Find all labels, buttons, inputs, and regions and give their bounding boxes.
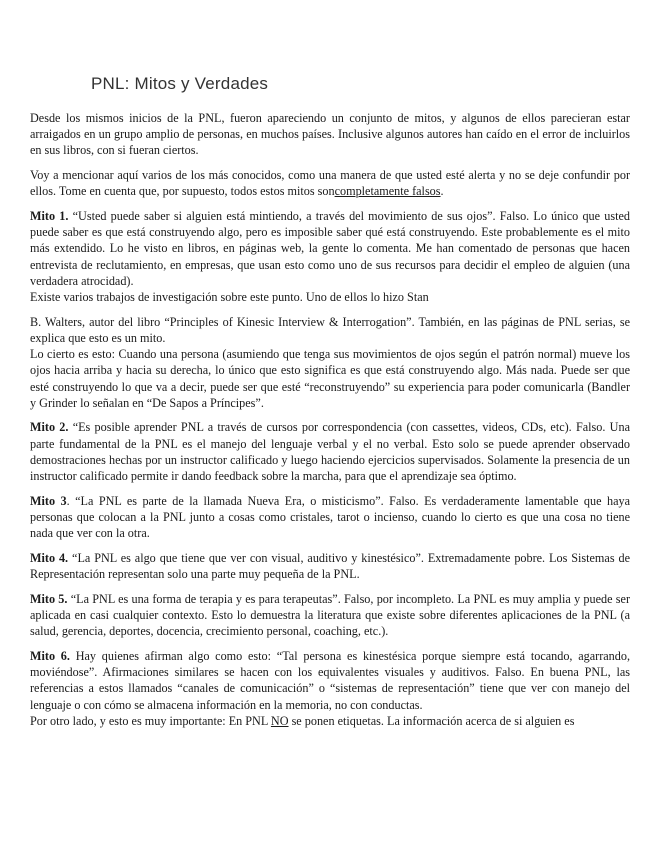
mito-1-cont-text-2: Lo cierto es esto: Cuando una persona (asumiendo que tenga sus movimientos de ojos según el patrón normal) mueve los ojos hacia arriba y hacia su derecha, lo único que esto significa es que está construyendo algo. Más nada. Puede ser que esté construyendo lo que va a decir, puede ser que esté “reconstruyendo” su experiencia para poder comunicarla (Bandler y Grinder lo señalan en “De Sapos a Príncipes”. [30,347,630,410]
mito-6-text-2: Por otro lado, y esto es muy importante: En PNL [30,713,271,728]
intro-2-text: Voy a mencionar aquí varios de los más conocidos, como una manera de que usted esté alerta y no se deje confundir por ellos. Tome en cuenta que, por supuesto, todos estos mitos son [30,168,630,199]
mito-6-label: Mito 6. [30,648,70,663]
mito-2-paragraph [30,419,630,484]
mito-3-label: Mito 3 [30,493,67,508]
mito-1-text: “Usted puede saber si alguien está mintiendo, a través del movimiento de sus ojos”. Falso. Lo único que usted puede saber es que está construyendo algo, pero es imposible saber qué está construyendo. Este probablemente es el mito más extendido. Lo he visto en libros, en páginas web, la gente lo comenta. Me han comentado de personas que hacen entrevista de reclutamiento, en empresas, que usan esto como uno de sus recursos para decidir el empleo de alguien (una verdadera atrocidad). [30,209,630,288]
mito-4-text: “La PNL es algo que tiene que ver con visual, auditivo y kinestésico”. Extremadamente pobre. Los Sistemas de Representación representan solo una parte muy pequeña de la PNL. [30,550,630,582]
mito-1-text-2: Existe varios trabajos de investigación sobre este punto. Uno de ellos lo hizo Stan [30,290,429,305]
mito-5-paragraph [30,591,630,640]
intro-paragraph-2 [30,167,630,199]
mito-1-cont-text: B. Walters, autor del libro “Principles of Kinesic Interview & Interrogation”. También, en las páginas de PNL serias, se explica que esto es un mito. [30,314,630,345]
intro-paragraph-1: Desde los mismos inicios de la PNL, fueron apareciendo un conjunto de mitos, y algunos de ellos parecieran estar arraigados en un grupo amplio de personas, en muchos países. Inclusive algunos autores han caído en el error de incluirlos en sus libros, con si fueran ciertos. [30,111,630,158]
mito-1-label: Mito 1. [30,209,69,224]
mito-2-text: “Es posible aprender PNL a través de cursos por correspondencia (con cassettes, videos, CDs, etc). Falso. Una parte fundamental de la PNL es el manejo del lenguaje verbal y el no verbal. Esto solo se puede aprender observado demostraciones hechas por un instructor calificado y luego haciendo ejercicios supervisados. Solamente la presencia de un instructor calificado permite ir dando feedback sobre la marcha, para que el aprendizaje sea óptimo. [30,420,630,484]
mito-4-paragraph [30,550,630,582]
mito-6-text-3: se ponen etiquetas. La información acerca de si alguien es [288,713,575,728]
mito-1-paragraph [30,208,630,305]
mito-6-text: Hay quienes afirman algo como esto: “Tal persona es kinestésica porque siempre está tocando, agarrando, moviéndose”. Afirmaciones similares se hacen con los equivalentes visuales y auditivos. Falso. En buena PNL, las referencias a estos llamados “canales de comunicación” o “sistemas de representación” tiene que ver con manejo del lenguaje o con cómo se almacena información en la memoria, no con conductas. [30,648,630,712]
mito-1-continuation [30,314,630,411]
mito-6-underlined: NO [270,713,289,728]
mito-2-label: Mito 2. [30,420,69,435]
mito-4-label: Mito 4. [30,550,69,565]
page-title: PNL: Mitos y Verdades [91,74,269,93]
intro-2-underlined: completamente falsos [334,184,441,199]
mito-5-label: Mito 5. [30,591,68,606]
mito-5-text: “La PNL es una forma de terapia y es para terapeutas”. Falso, por incompleto. La PNL es muy amplia y puede ser aplicada en casi cualquier contexto. Esto lo demuestra la literatura que existe sobre diferentes aplicaciones de la PNL (a salud, gerencia, deportes, docencia, crecimiento personal, coaching, etc.). [30,591,631,639]
mito-6-paragraph [30,648,630,729]
mito-3-paragraph [30,493,630,542]
mito-3-text: . “La PNL es parte de la llamada Nueva Era, o misticismo”. Falso. Es verdaderamente lamentable que haya personas que colocan a la PNL junto a cosas como cristales, tarot o incienso, cuando lo cierto es que una cosa no tiene nada que ver con la otra. [30,493,630,541]
intro-2-end: . [440,184,444,199]
